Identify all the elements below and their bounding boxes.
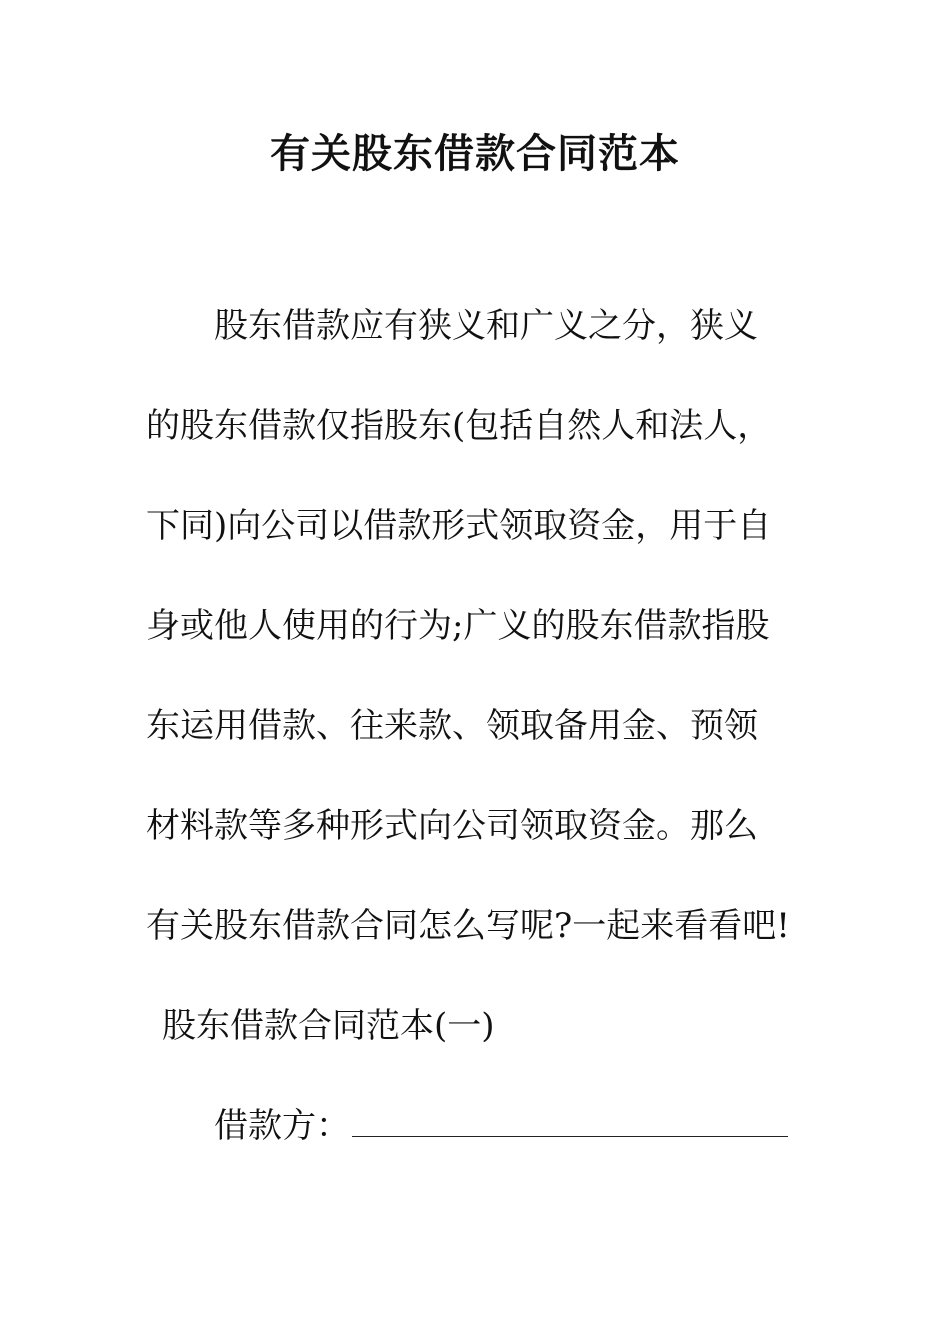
borrower-blank-line — [352, 1106, 788, 1137]
paragraph-line-2: 的股东借款仅指股东(包括自然人和法人， — [146, 406, 772, 446]
document-title: 有关股东借款合同范本 — [270, 130, 680, 177]
paragraph-line-3: 下同)向公司以借款形式领取资金，用于自 — [146, 506, 772, 546]
paragraph-line-7: 有关股东借款合同怎么写呢?一起来看看吧! — [146, 906, 790, 946]
paragraph-line-1: 股东借款应有狭义和广义之分，狭义 — [214, 306, 758, 346]
paragraph-line-5: 东运用借款、往来款、领取备用金、预领 — [146, 706, 758, 746]
paragraph-line-6: 材料款等多种形式向公司领取资金。那么 — [146, 806, 758, 846]
borrower-label: 借款方： — [214, 1106, 350, 1146]
section-heading: 股东借款合同范本(一) — [162, 1006, 495, 1046]
borrower-field-row — [214, 1104, 788, 1148]
paragraph-line-4: 身或他人使用的行为;广义的股东借款指股 — [146, 606, 770, 646]
